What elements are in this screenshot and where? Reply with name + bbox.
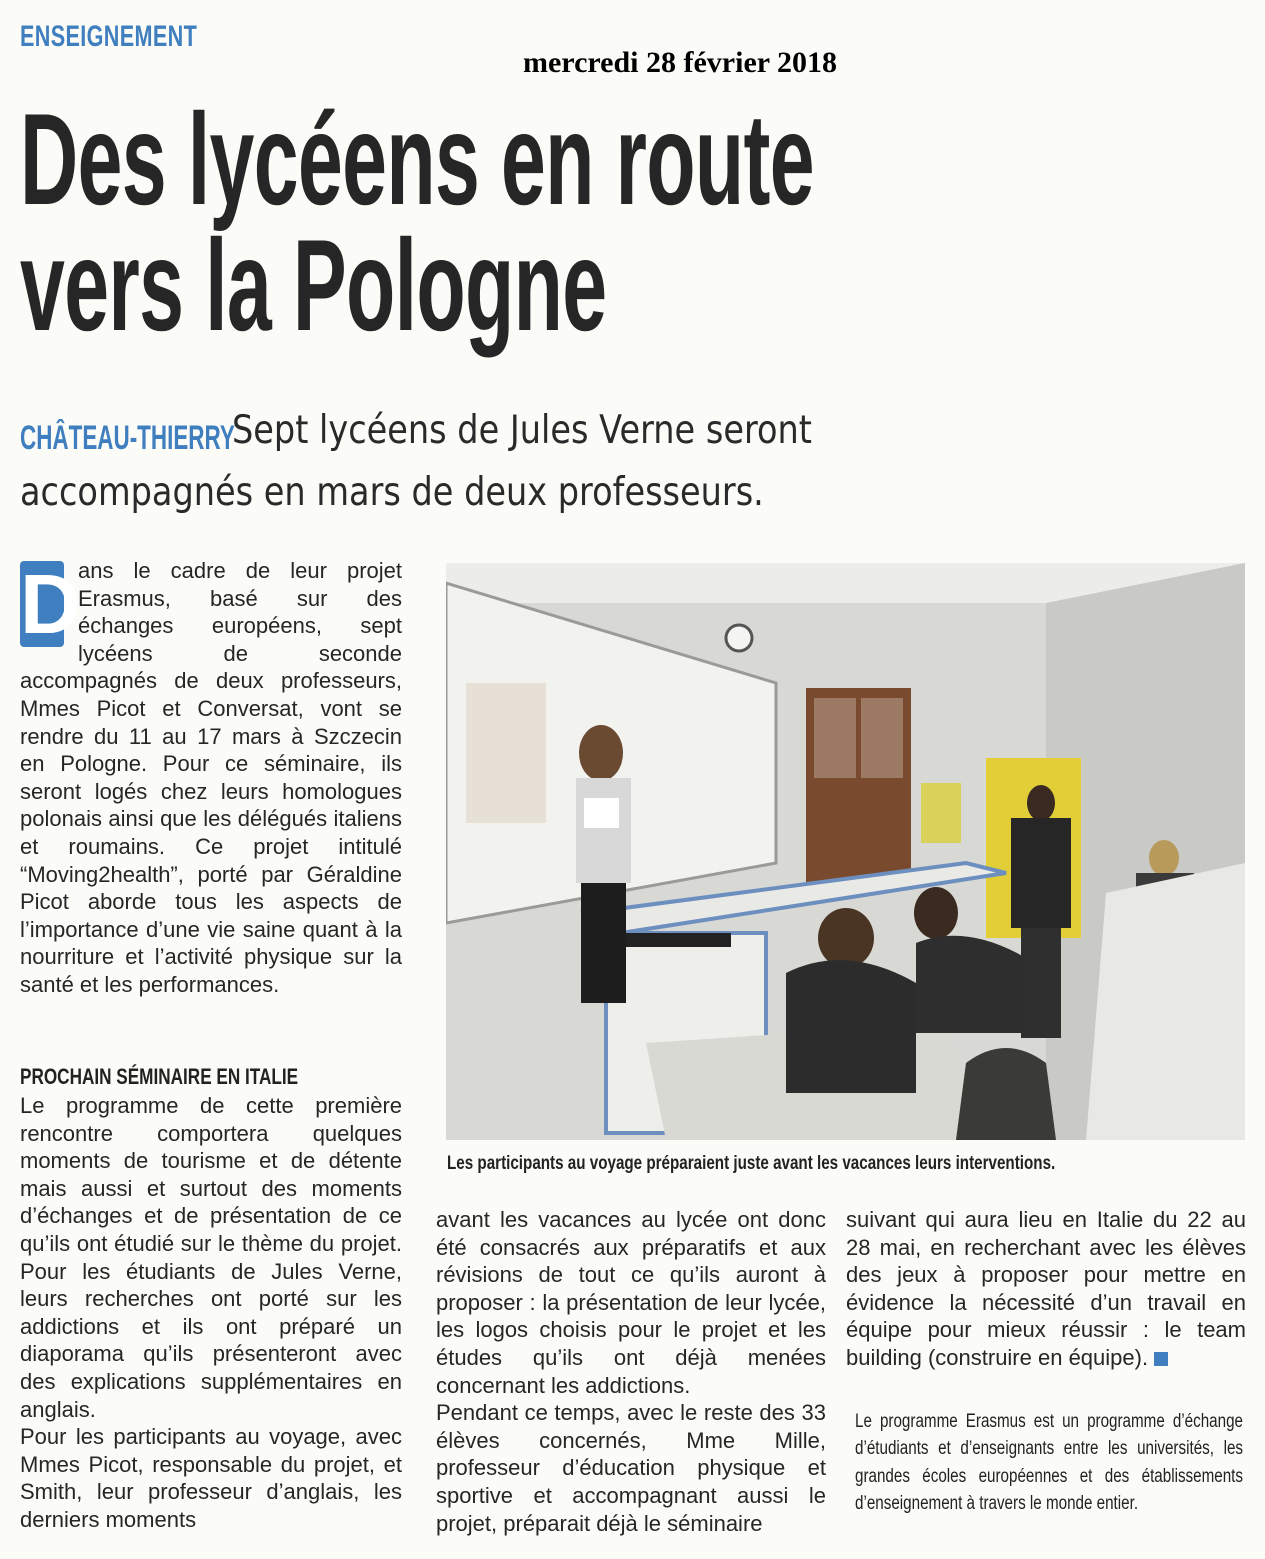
paragraph-participants: Pour les participants au voyage, avec Mmes Picot, responsable du projet, et Smith, leur professeur d’anglais, les derniers moments — [20, 1424, 402, 1532]
article-column-3 — [846, 1206, 1246, 1372]
photo-caption: Les participants au voyage préparaient juste avant les vacances leurs interventions. — [447, 1153, 1056, 1174]
classroom-photo — [446, 563, 1245, 1140]
article-column-1-continued — [20, 1092, 402, 1534]
headline-line-1: Des lycéens en route — [20, 86, 814, 232]
section-rubric: ENSEIGNEMENT — [20, 20, 198, 53]
paragraph-programme: Le programme de cette première rencontre comportera quelques moments de tourisme et de détente mais aussi et surtout des moments d’échanges et de présentation de ce qu’ils ont étudié sur le thème du projet. Pour les étudiants de Jules Verne, leurs recherches ont porté sur les addictions et ils ont préparé un diaporama qu’ils présenteront avec des explications supplémentaires en anglais. — [20, 1093, 402, 1422]
article-column-2 — [436, 1206, 826, 1537]
paragraph-italie — [846, 1206, 1246, 1372]
classroom-illustration — [446, 563, 1245, 1140]
headline — [20, 86, 826, 358]
italie-text: suivant qui aura lieu en Italie du 22 au 28 mai, en recherchant avec les élèves des jeux à proposer pour mettre en évidence la nécessité d’un travail en équipe pour mieux réussir : le team building (construire en équipe). — [846, 1207, 1246, 1370]
intro-paragraph: ans le cadre de leur projet Erasmus, basé sur des échanges européens, sept lycéens de seconde accompagnés de deux professeurs, Mmes Picot et Conversat, vont se rendre du 11 au 17 mars à Szczecin en Pologne. Pour ce séminaire, ils seront logés chez leurs homologues polonais ainsi que les délégués italiens et roumains. Ce projet intitulé “Moving2health”, porté par Géraldine Picot aborde tous les aspects de l’importance d’une vie saine quant à la nourriture et l’activité physique sur la santé et les performances. — [20, 558, 402, 997]
subheading: PROCHAIN SÉMINAIRE EN ITALIE — [20, 1064, 299, 1089]
publication-date: mercredi 28 février 2018 — [523, 46, 838, 79]
end-mark-icon — [1154, 1352, 1168, 1366]
headline-line-2: vers la Pologne — [20, 212, 607, 358]
drop-cap: D — [20, 557, 81, 651]
location-kicker: CHÂTEAU-THIERRY — [20, 419, 235, 457]
deck-line-1: Sept lycéens de Jules Verne seront — [232, 408, 812, 453]
deck-line-2: accompagnés en mars de deux professeurs. — [20, 470, 764, 515]
erasmus-note: Le programme Erasmus est un programme d’échange d’étudiants et d’enseignants entre les universités, les grandes écoles européennes et des établissements d’enseignement à travers le monde entier. — [855, 1411, 1243, 1515]
paragraph-preparatifs: avant les vacances au lycée ont donc été consacrés aux préparatifs et aux révisions de tout ce qu’ils auront à proposer : la présentation de leur lycée, les logos choisis pour le projet et les études qu’ils ont déjà menées concernant les addictions. — [436, 1207, 826, 1398]
paragraph-seminaire: Pendant ce temps, avec le reste des 33 élèves concernés, Mme Mille, professeur d’éducation physique et sportive et accompagnant aussi le projet, préparait déjà le séminaire — [436, 1400, 826, 1536]
article-column-1-intro — [20, 557, 402, 999]
